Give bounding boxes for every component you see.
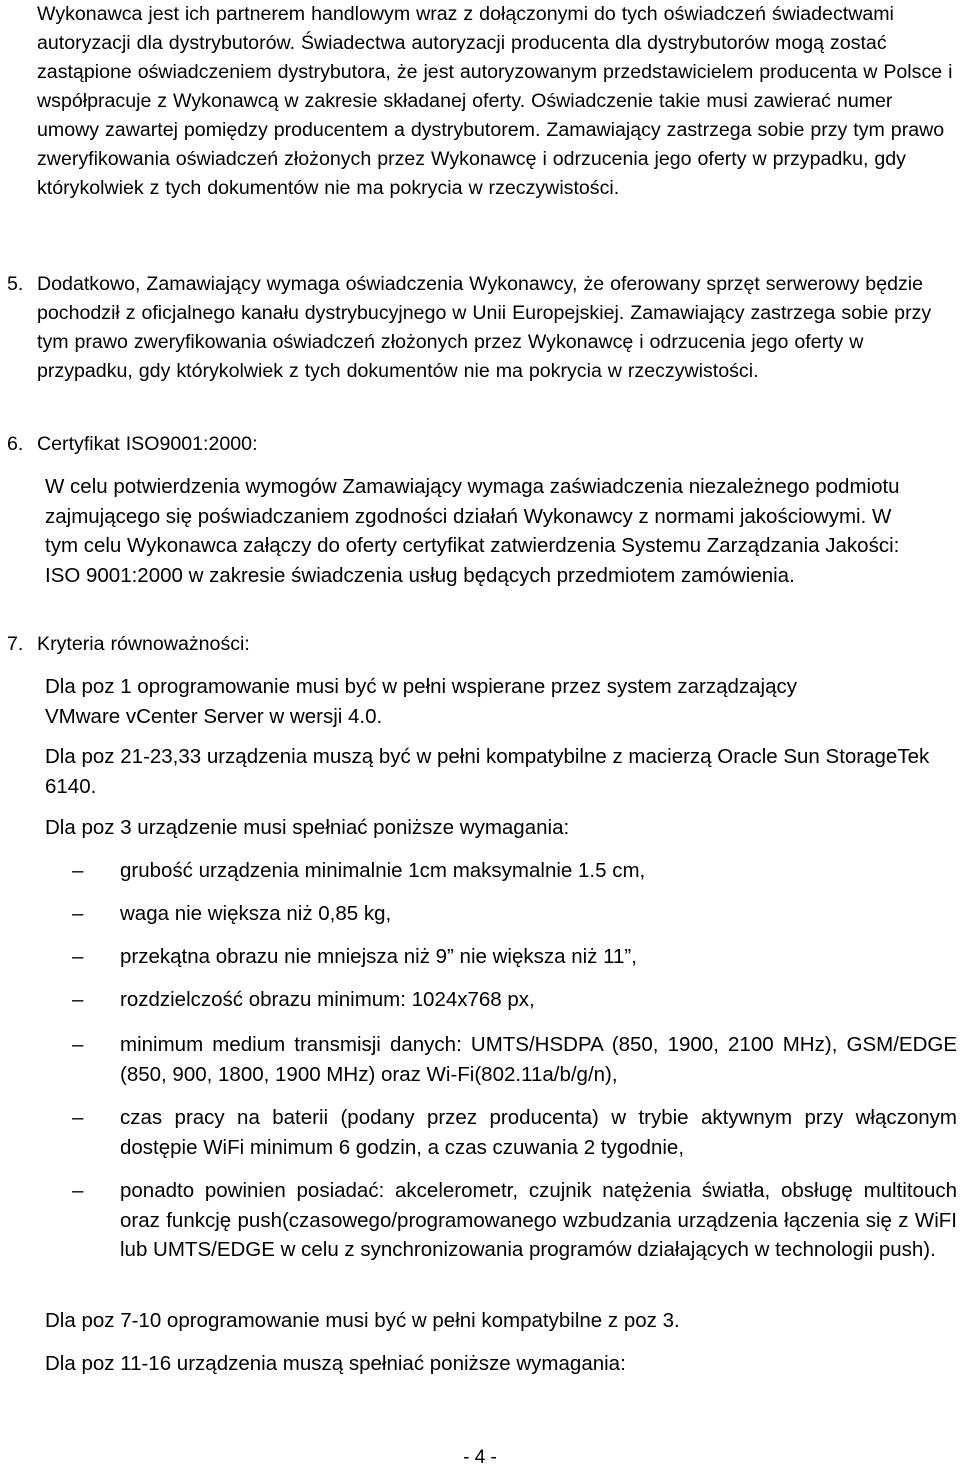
dash-bullet-icon: –	[72, 945, 84, 968]
list-item-text: grubość urządzenia minimalnie 1cm maksymalnie 1.5 cm,	[120, 859, 646, 882]
list-item	[0, 899, 960, 929]
list-item	[0, 1176, 960, 1265]
list-item	[0, 942, 960, 972]
list-item-text: ponadto powinien posiadać: akcelerometr, czujnik natężenia światła, obsługę multitouch oraz funkcję push(czasowego/programowanego wzbudzania urządzenia łączenia się z WiFI lub UMTS/EDGE w celu z synchronizowania programów działających w technologii push).	[120, 1179, 957, 1261]
item-7-paragraph-1: Dla poz 1 oprogramowanie musi być w pełni wspierane przez system zarządzający VMware vCenter Server w wersji 4.0.	[45, 675, 797, 728]
item-6	[0, 430, 958, 459]
page-number: - 4 -	[463, 1447, 497, 1468]
list-item	[0, 1103, 960, 1162]
intro-paragraph: Wykonawca jest ich partnerem handlowym wraz z dołączonymi do tych oświadczeń świadectwami autoryzacji dla dystrybutorów. Świadectwa autoryzacji producenta dla dystrybutorów mogą zostać zastąpione oświadczeniem dystrybutora, że jest autoryzowanym przedstawicielem producenta w Polsce i współpracuje z Wykonawcą w zakresie składanej oferty. Oświadczenie takie musi zawierać numer umowy zawartej pomiędzy producentem a dystrybutorem. Zamawiający zastrzega sobie przy tym prawo zweryfikowania oświadczeń złożonych przez Wykonawcę i odrzucenia jego oferty w przypadku, gdy którykolwiek z tych dokumentów nie ma pokrycia w rzeczywistości.	[37, 3, 953, 199]
list-item-text: przekątna obrazu nie mniejsza niż 9” nie większa niż 11”,	[120, 945, 637, 968]
dash-bullet-icon: –	[72, 1179, 84, 1202]
item-6-text: W celu potwierdzenia wymogów Zamawiający wymaga zaświadczenia niezależnego podmiotu zajmującego się poświadczaniem zgodności działań Wykonawcy z normami jakościowymi. W tym celu Wykonawca załączy do oferty certyfikat zatwierdzenia Systemu Zarządzania Jakości: ISO 9001:2000 w zakresie świadczenia usług będących przedmiotem zamówienia.	[45, 475, 900, 587]
item-5-number: 5.	[7, 273, 24, 295]
dash-bullet-icon: –	[72, 988, 84, 1011]
dash-bullet-icon: –	[72, 859, 84, 882]
item-7	[0, 630, 958, 659]
dash-bullet-icon: –	[72, 902, 84, 925]
dash-bullet-icon: –	[72, 1033, 84, 1056]
item-7-paragraph-2: Dla poz 21-23,33 urządzenia muszą być w pełni kompatybilne z macierzą Oracle Sun StorageTek 6140.	[45, 745, 930, 798]
list-item-text: rozdzielczość obrazu minimum: 1024x768 px,	[120, 988, 535, 1011]
item-7-paragraph-3: Dla poz 3 urządzenie musi spełniać poniższe wymagania:	[45, 816, 570, 839]
list-item-text: minimum medium transmisji danych: UMTS/HSDPA (850, 1900, 2100 MHz), GSM/EDGE (850, 900, 1800, 1900 MHz) oraz Wi-Fi(802.11a/b/g/n),	[120, 1033, 957, 1086]
dash-bullet-icon: –	[72, 1106, 84, 1129]
item-6-number: 6.	[7, 433, 24, 455]
item-7-paragraph-5: Dla poz 11-16 urządzenia muszą spełniać poniższe wymagania:	[45, 1352, 626, 1375]
item-7-heading: Kryteria równoważności:	[37, 633, 250, 655]
list-item	[0, 985, 960, 1015]
item-7-number: 7.	[7, 633, 24, 655]
item-6-heading: Certyfikat ISO9001:2000:	[37, 433, 258, 455]
list-item-text: waga nie większa niż 0,85 kg,	[120, 902, 392, 925]
list-item-text: czas pracy na baterii (podany przez producenta) w trybie aktywnym przy włączonym dostępie WiFi minimum 6 godzin, a czas czuwania 2 tygodnie,	[120, 1106, 957, 1159]
list-item	[0, 1030, 960, 1089]
item-5-text: Dodatkowo, Zamawiający wymaga oświadczenia Wykonawcy, że oferowany sprzęt serwerowy będzie pochodził z oficjalnego kanału dystrybucyjnego w Unii Europejskiej. Zamawiający zastrzega sobie przy tym prawo zweryfikowania oświadczeń złożonych przez Wykonawcę i odrzucenia jego oferty w przypadku, gdy którykolwiek z tych dokumentów nie ma pokrycia w rzeczywistości.	[37, 273, 932, 382]
item-7-paragraph-4: Dla poz 7-10 oprogramowanie musi być w pełni kompatybilne z poz 3.	[45, 1309, 680, 1332]
item-5	[0, 270, 958, 386]
list-item	[0, 856, 960, 886]
